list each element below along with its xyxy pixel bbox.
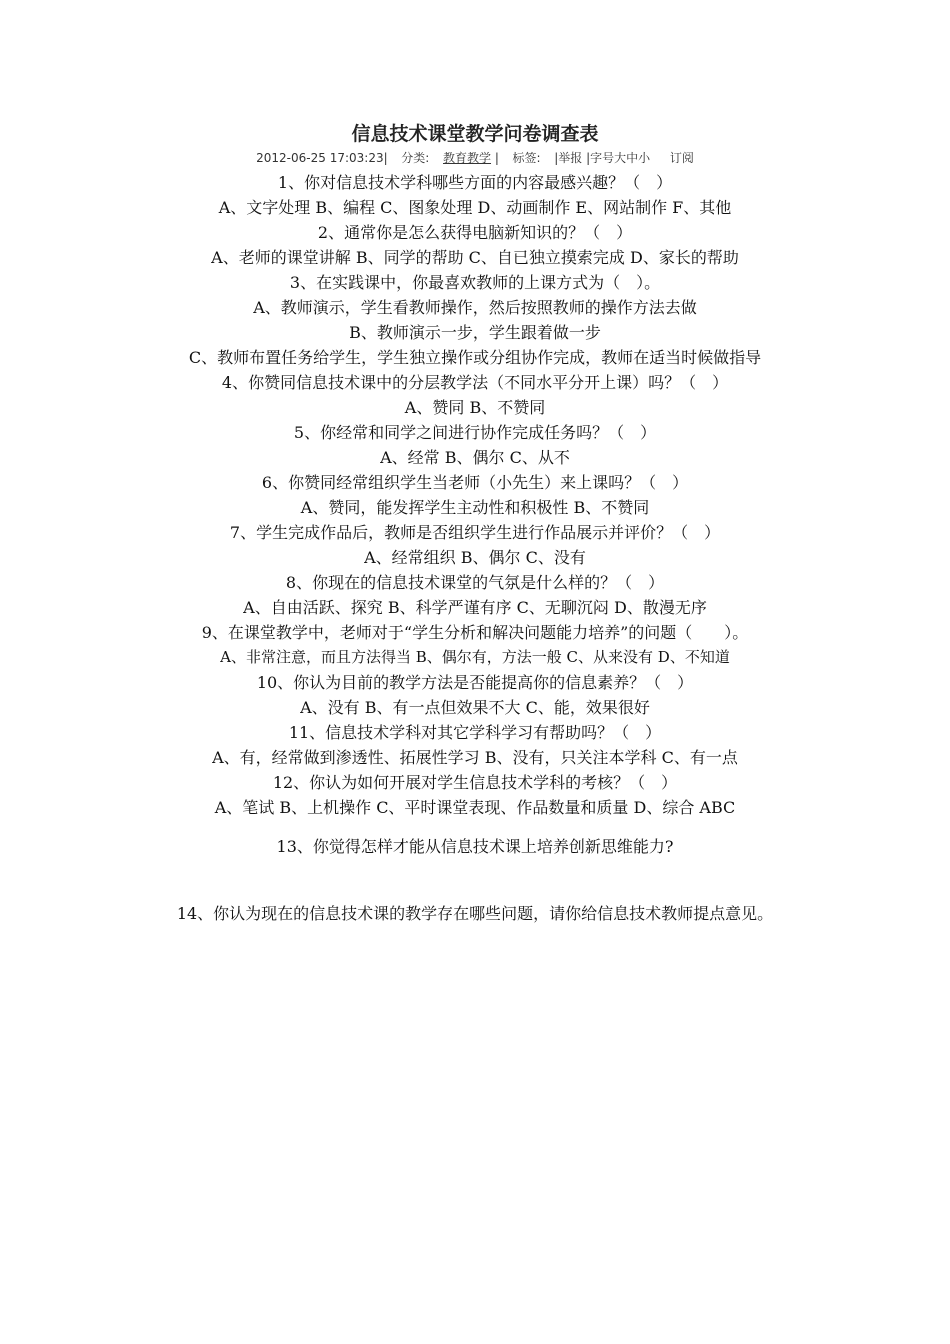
question-2-options: A、老师的课堂讲解 B、同学的帮助 C、自已独立摸索完成 D、家长的帮助 (211, 248, 739, 267)
subscribe-link[interactable]: 订阅 (669, 151, 694, 165)
question-11-options: A、有，经常做到渗透性、拓展性学习 B、没有，只关注本学科 C、有一点 (212, 748, 738, 767)
question-5: 5、你经常和同学之间进行协作完成任务吗？（ ） (293, 423, 657, 442)
question-11: 11、信息技术学科对其它学科学习有帮助吗？（ ） (288, 723, 662, 742)
tag-separator: | (494, 151, 499, 165)
question-1-options: A、文字处理 B、编程 C、图象处理 D、动画制作 E、网站制作 F、其他 (218, 198, 732, 217)
question-8-options: A、自由活跃、探究 B、科学严谨有序 C、无聊沉闷 D、散漫无序 (243, 598, 707, 617)
question-12: 12、你认为如何开展对学生信息技术学科的考核？（ ） (272, 773, 678, 792)
post-meta (140, 148, 810, 168)
question-9: 9、在课堂教学中，老师对于“学生分析和解决问题能力培养”的问题（ ）。 (201, 623, 749, 642)
question-6-options: A、赞同，能发挥学生主动性和积极性 B、不赞同 (300, 498, 650, 517)
question-12-options: A、笔试 B、上机操作 C、平时课堂表现、作品数量和质量 D、综合 ABC (214, 798, 736, 817)
question-14: 14、你认为现在的信息技术课的教学存在哪些问题，请你给信息技术教师提点意见。 (176, 904, 774, 923)
page-title: 信息技术课堂教学问卷调查表 (351, 123, 599, 145)
question-13: 13、你觉得怎样才能从信息技术课上培养创新思维能力? (276, 837, 674, 856)
question-4-options: A、赞同 B、不赞同 (404, 398, 546, 417)
question-9-options: A、非常注意，而且方法得当 B、偶尔有，方法一般 C、从来没有 D、不知道 (220, 648, 730, 666)
category-link[interactable]: 教育教学 (443, 151, 492, 165)
question-2: 2、通常你是怎么获得电脑新知识的？（ ） (317, 223, 633, 242)
question-5-options: A、经常 B、偶尔 C、从不 (380, 448, 570, 467)
question-7-options: A、经常组织 B、偶尔 C、没有 (364, 548, 586, 567)
question-7: 7、学生完成作品后，教师是否组织学生进行作品展示并评价？（ ） (229, 523, 721, 542)
document-page (140, 120, 810, 926)
question-10-options: A、没有 B、有一点但效果不大 C、能，效果很好 (300, 698, 650, 717)
question-3-option-c: C、教师布置任务给学生，学生独立操作或分组协作完成，教师在适当时候做指导 (188, 348, 762, 367)
question-3-option-b: B、教师演示一步，学生跟着做一步 (349, 323, 601, 342)
question-4: 4、你赞同信息技术课中的分层教学法（不同水平分开上课）吗？（ ） (221, 373, 729, 392)
question-1: 1、你对信息技术学科哪些方面的内容最感兴趣？（ ） (277, 173, 673, 192)
font-size-control[interactable]: |字号大中小 (586, 151, 651, 165)
question-3-option-a: A、教师演示，学生看教师操作，然后按照教师的操作方法去做 (253, 298, 697, 317)
tag-label: 标签: (512, 151, 541, 165)
question-6: 6、你赞同经常组织学生当老师（小先生）来上课吗？（ ） (261, 473, 689, 492)
question-8: 8、你现在的信息技术课堂的气氛是什么样的？（ ） (285, 573, 665, 592)
category-label: 分类: (401, 151, 430, 165)
question-10: 10、你认为目前的教学方法是否能提高你的信息素养？（ ） (256, 673, 694, 692)
question-3: 3、在实践课中，你最喜欢教师的上课方式为（ ）。 (289, 273, 661, 292)
post-datetime: 2012-06-25 17:03:23| (256, 151, 388, 165)
report-link[interactable]: |举报 (554, 151, 583, 165)
